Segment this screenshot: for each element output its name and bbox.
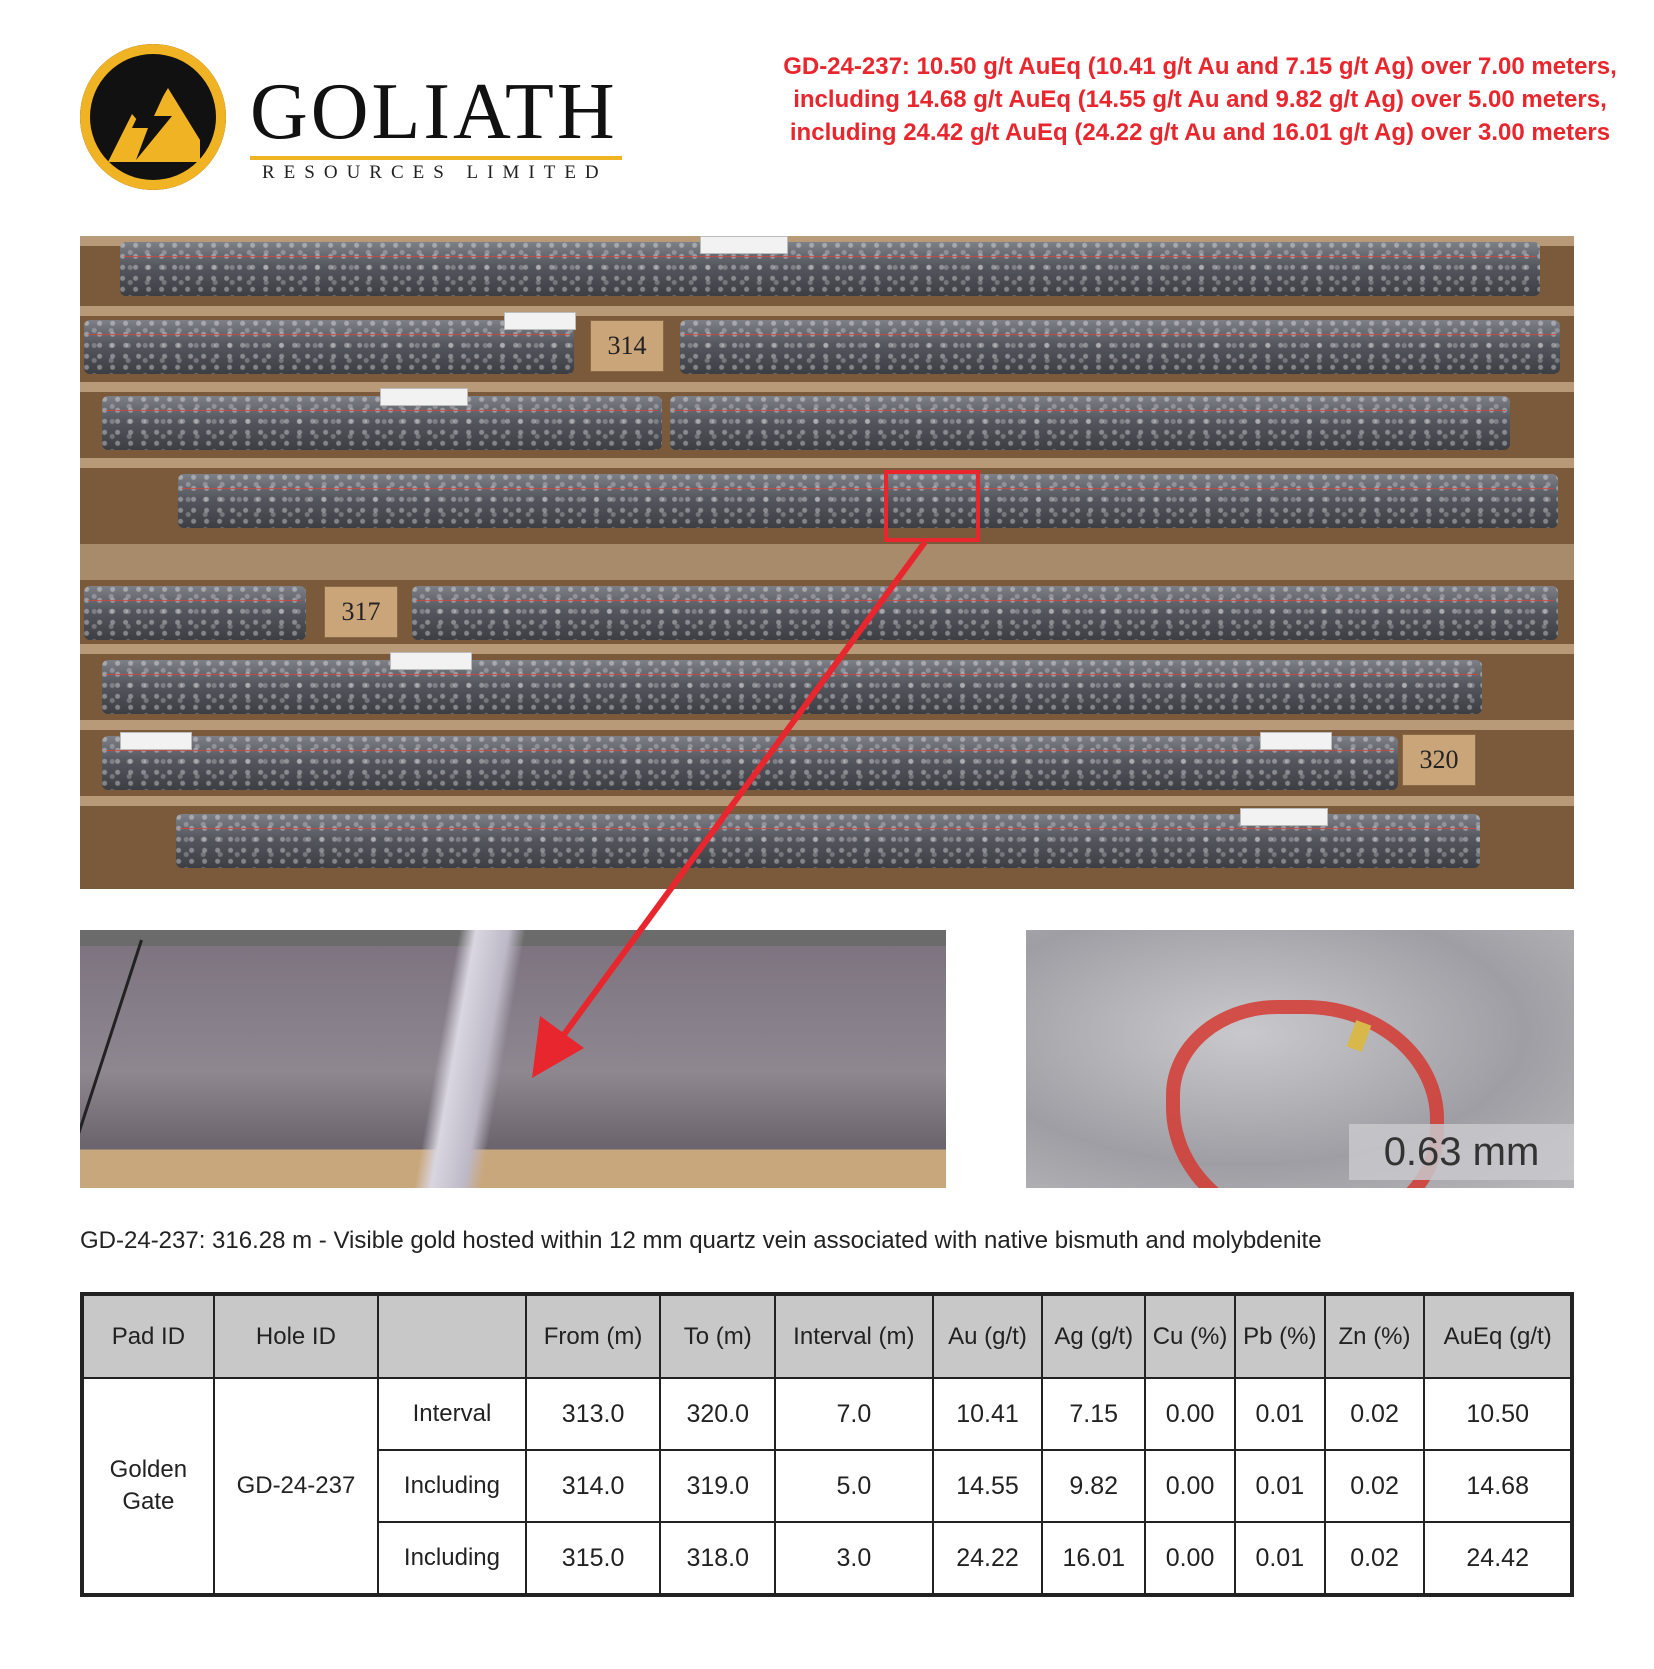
cu-value: 0.00 xyxy=(1145,1450,1235,1522)
interval-value: 3.0 xyxy=(775,1522,933,1595)
au-value: 10.41 xyxy=(933,1378,1043,1450)
depth-block-label: 317 xyxy=(341,597,381,626)
core-row-5b xyxy=(412,586,1558,640)
core-fracture xyxy=(80,940,143,1179)
table-row xyxy=(82,1378,1572,1450)
visible-gold-micro-photo xyxy=(1026,930,1574,1188)
aueq-value: 14.68 xyxy=(1424,1450,1572,1522)
zn-value: 0.02 xyxy=(1325,1522,1425,1595)
header-au: Au (g/t) xyxy=(933,1294,1043,1378)
core-row-3b xyxy=(670,396,1510,450)
from-value: 315.0 xyxy=(526,1522,661,1595)
header-aueq: AuEq (g/t) xyxy=(1424,1294,1572,1378)
aueq-value: 24.42 xyxy=(1424,1522,1572,1595)
cu-value: 0.00 xyxy=(1145,1522,1235,1595)
ag-value: 9.82 xyxy=(1042,1450,1145,1522)
scale-label: 0.63 mm xyxy=(1349,1124,1574,1180)
zn-value: 0.02 xyxy=(1325,1378,1425,1450)
from-value: 314.0 xyxy=(526,1450,661,1522)
header-zn: Zn (%) xyxy=(1325,1294,1425,1378)
cu-value: 0.00 xyxy=(1145,1378,1235,1450)
lightning-bolt-mountain-icon xyxy=(80,44,226,190)
core-row-2b xyxy=(680,320,1560,374)
tray-divider xyxy=(80,644,1574,654)
quartz-vein xyxy=(410,930,530,1188)
core-row-4 xyxy=(178,474,1558,528)
header-ag: Ag (g/t) xyxy=(1042,1294,1145,1378)
depth-block-label: 320 xyxy=(1419,745,1459,774)
sample-tag xyxy=(1240,808,1328,826)
logo-subtitle: RESOURCES LIMITED xyxy=(262,162,608,183)
tray-divider xyxy=(80,306,1574,316)
core-tray-photo xyxy=(80,236,1574,889)
photo-caption: GD-24-237: 316.28 m - Visible gold hosted within 12 mm quartz vein associated with native bismuth and molybdenite xyxy=(80,1227,1322,1254)
depth-block-314 xyxy=(590,320,664,372)
ag-value: 7.15 xyxy=(1042,1378,1145,1450)
pad-id-value: Golden Gate xyxy=(109,1456,188,1515)
depth-block-317 xyxy=(324,586,398,638)
aueq-value: 10.50 xyxy=(1424,1378,1572,1450)
sample-tag xyxy=(700,236,788,254)
core-row-7 xyxy=(102,736,1398,790)
table-header-row xyxy=(82,1294,1572,1378)
pb-value: 0.01 xyxy=(1235,1450,1325,1522)
assay-results-table xyxy=(80,1292,1574,1597)
sample-tag xyxy=(120,732,192,750)
logo-name: GOLIATH xyxy=(250,68,618,156)
tray-divider xyxy=(80,720,1574,730)
to-value: 319.0 xyxy=(660,1450,775,1522)
to-value: 318.0 xyxy=(660,1522,775,1595)
depth-block-label: 314 xyxy=(607,331,647,360)
header-to: To (m) xyxy=(660,1294,775,1378)
visible-gold-highlight-box xyxy=(884,470,980,542)
row-type: Interval xyxy=(378,1378,526,1450)
header-interval: Interval (m) xyxy=(775,1294,933,1378)
header-cu: Cu (%) xyxy=(1145,1294,1235,1378)
sample-tag xyxy=(380,388,468,406)
core-row-5a xyxy=(84,586,306,640)
tray-gap xyxy=(80,544,1574,580)
core-closeup-photo xyxy=(80,930,946,1188)
sample-tag xyxy=(1260,732,1332,750)
ag-value: 16.01 xyxy=(1042,1522,1145,1595)
to-value: 320.0 xyxy=(660,1378,775,1450)
interval-value: 5.0 xyxy=(775,1450,933,1522)
company-logo xyxy=(80,44,640,194)
header-pb: Pb (%) xyxy=(1235,1294,1325,1378)
row-type: Including xyxy=(378,1522,526,1595)
hole-id-cell: GD-24-237 xyxy=(214,1378,378,1595)
header-from: From (m) xyxy=(526,1294,661,1378)
au-value: 24.22 xyxy=(933,1522,1043,1595)
header-pad-id: Pad ID xyxy=(82,1294,214,1378)
core-row-6 xyxy=(102,660,1482,714)
zn-value: 0.02 xyxy=(1325,1450,1425,1522)
au-value: 14.55 xyxy=(933,1450,1043,1522)
core-row-1 xyxy=(120,242,1540,296)
tray-divider xyxy=(80,796,1574,806)
header-type xyxy=(378,1294,526,1378)
from-value: 313.0 xyxy=(526,1378,661,1450)
tray-divider xyxy=(80,458,1574,468)
pad-id-cell xyxy=(82,1378,214,1595)
row-type: Including xyxy=(378,1450,526,1522)
headline-results: GD-24-237: 10.50 g/t AuEq (10.41 g/t Au and 7.15 g/t Ag) over 7.00 meters, including 14.68 g/t AuEq (14.55 g/t Au and 9.82 g/t Ag) over 5.00 meters, including 24.42 g/t AuEq (24.22 g/t Au and 16.01 g/t Ag) over 3.00 meters xyxy=(783,53,1617,146)
pb-value: 0.01 xyxy=(1235,1522,1325,1595)
depth-block-320 xyxy=(1402,734,1476,786)
sample-tag xyxy=(504,312,576,330)
core-row-2a xyxy=(84,320,574,374)
header-hole-id: Hole ID xyxy=(214,1294,378,1378)
tray-divider xyxy=(80,382,1574,392)
logo-underline xyxy=(250,156,622,160)
pb-value: 0.01 xyxy=(1235,1378,1325,1450)
interval-value: 7.0 xyxy=(775,1378,933,1450)
sample-tag xyxy=(390,652,472,670)
